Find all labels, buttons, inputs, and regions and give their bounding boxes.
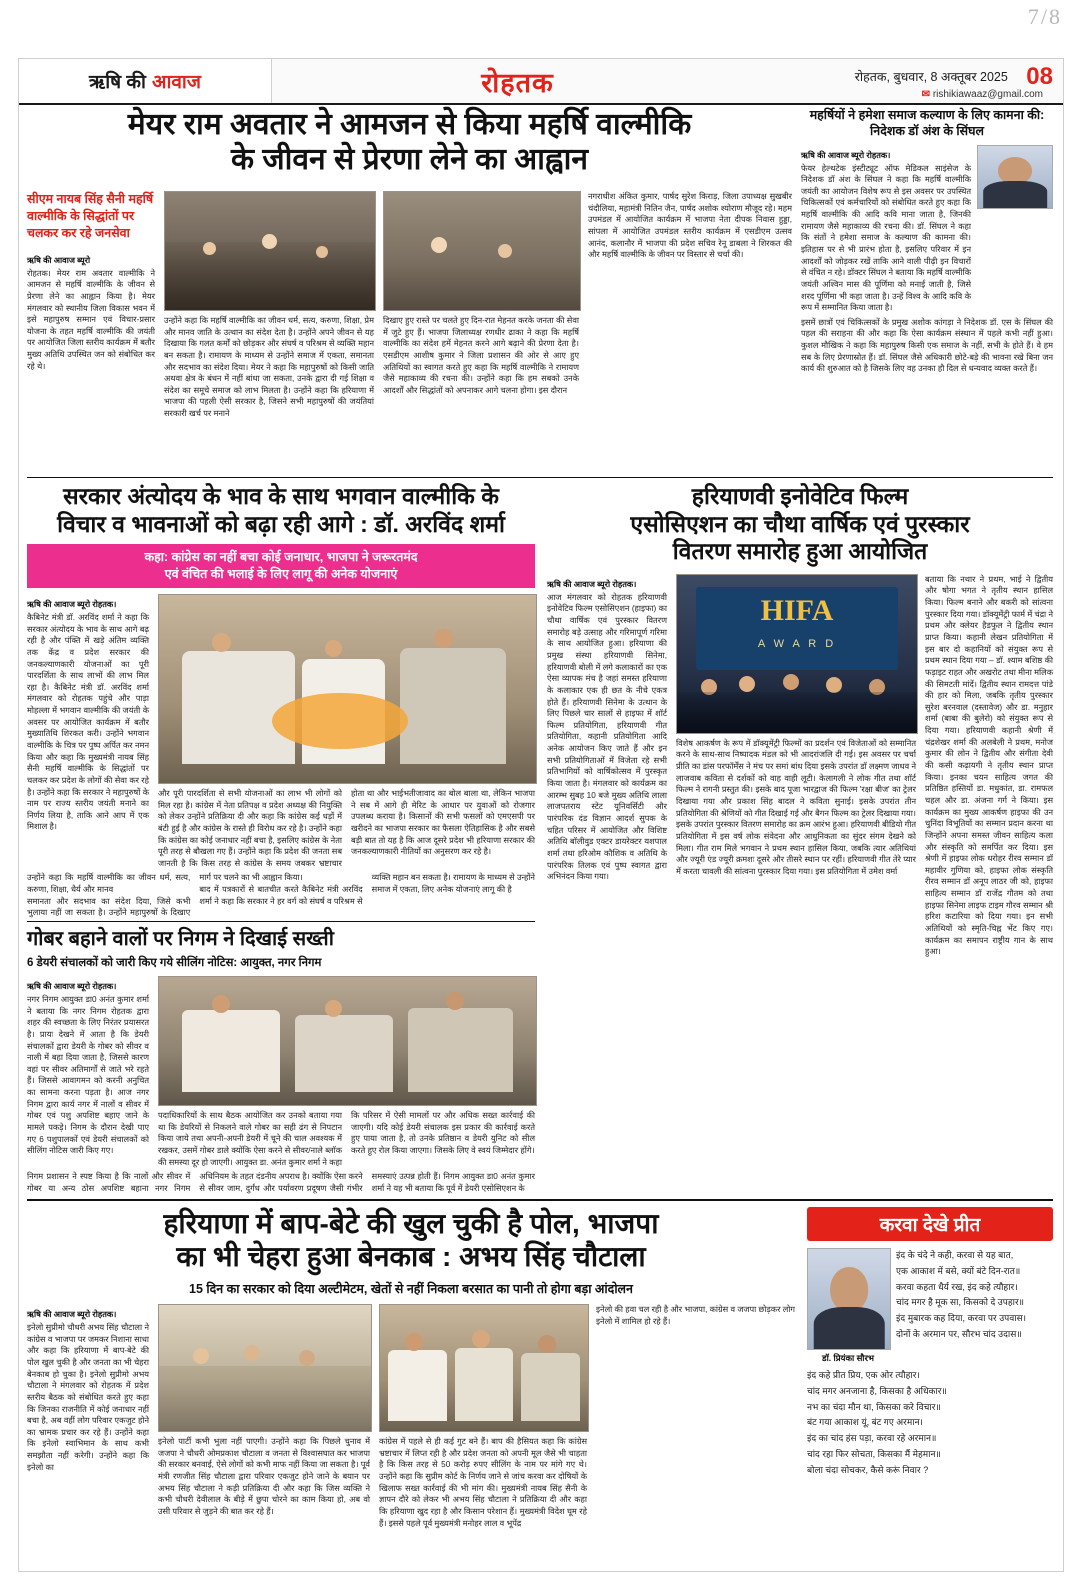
paper-name-part2: आवाज xyxy=(151,72,201,93)
arvind-pink-banner xyxy=(27,544,535,588)
lead-col4: नगराधीश अंकित कुमार, पार्षद सुरेश किराड़, जिला उपाध्यक्ष सुखबीर चंदौलिया, महामंत्री नितिन जैन, पार्षद अशोक श्योराण मौजूद रहे। महम उपमंडल में आयोजित कार्यक्रम में भाजपा नेता दीपक निवास हुड्डा, सांपला में आयोजित उपमंडल स्तरीय कार्यक्रम में एसडीएम उत्सव आनंद, कलानौर में भाजपा की प्रदेश सचिव रेनू डाबला ने शिरकत की और महर्षि वाल्मीकि के जीवन पर विस्तार से चर्चा की। xyxy=(588,192,792,260)
gobar-subhead: 6 डेयरी संचालकों को जारी किए गये सीलिंग नोटिस: आयुक्त, नगर निगम xyxy=(27,957,322,969)
gobar-col1: नगर निगम आयुक्त डा0 अनंत कुमार शर्मा ने बताया कि नगर निगम रोहतक द्वारा शहर की स्वच्छता के लिए निरंतर प्रयासरत है। प्रायः देखने में आता है कि डेयरी संचालकों द्वारा डेयरी के गोबर को सीवर व नाली में बहा दिया जाता है, जिससे कारण वहां पर सीवर अतिमार्गों से जाते भरे रहते हैं। जिससे आवागमन को करनी अनुचित का सामना करना पड़ता है। आज नगर निगम द्वारा कार्य नगर में नालों व सीवर में गोबर एवं पशु अपशिष्ट बहाए जाने के मामले पकड़े। निगम के दौरान देखी पाए गए 6 पशुपालकों एवं डेयरी संचालकों को सीलिंग नोटिस जारी किए गए। xyxy=(27,995,149,1156)
karva-poem-lines-cont xyxy=(807,1368,1053,1478)
poem-line: इंद कहे प्रीत प्रिय, एक ओर त्यौहार। xyxy=(807,1370,920,1380)
lead-byline: ऋषि की आवाज ब्यूरो xyxy=(27,255,91,265)
arvind-headline-1: सरकार अंत्योदय के भाव के साथ भगवान वाल्मीकि के xyxy=(63,483,499,509)
poem-line: चांद मगर है मूक सा, किसको दे उपहार॥ xyxy=(896,1297,1025,1308)
karva-title: करवा देखे प्रीत xyxy=(807,1207,1053,1241)
gobar-col3: निगम प्रशासन ने स्पष्ट किया है कि नालों और सीवर में गोबर या अन्य ठोस अपशिष्ट बहाना नगर निगम अधिनियम के तहत दंडनीय अपराध है। क्योंकि ऐसा करने से सीवर जाम, दुर्गंध और पर्यावरण प्रदूषण जैसी गंभीर समस्याएं उत्पन्न होती हैं। निगम आयुक्त डा0 अनंत कुमार शर्मा ने यह भी बताया कि पूर्व में डेयरी एसोसिएशन के xyxy=(27,1172,535,1193)
poem-line: बंट गया आकाश यूं, बंट गए अरमान। xyxy=(807,1417,923,1428)
paper-logo xyxy=(19,59,272,103)
karva-poem-box xyxy=(807,1207,1053,1478)
poem-line: एक आकाश में बसे, क्यों बंटे दिन-रात॥ xyxy=(896,1265,1021,1276)
lead-kicker: सीएम नायब सिंह सैनी महर्षि वाल्मीकि के सिद्धांतों पर चलकर कर रहे जनसेवा xyxy=(27,192,154,240)
lead-story-headline xyxy=(27,107,792,178)
karva-author-photo xyxy=(807,1248,891,1350)
hifa-photo: HIFA A W A R D xyxy=(676,574,918,734)
lead-col2: उन्होंने कहा कि महर्षि वाल्मीकि का जीवन धर्म, सत्य, करुणा, शिक्षा, प्रेम और मानव जाति के उत्थान का संदेश देता है। उन्होंने अपने जीवन से यह दिखाया कि गलत कर्मों को छोड़कर और संघर्ष व परिश्रम से व्यक्ति महान बन सकता है। रामायण के माध्यम से उन्होंने समाज में एकता, समानता और सदभाव का संदेश दिया। मेयर ने कहा कि महापुरुषों को किसी जाति अथवा क्षेत्र के बंधन में नहीं बांधा जा सकता, उनके द्वारा दी गई शिक्षा व संदेश का समूचे समाज को लाभ मिलता है। उन्होंने कहा कि हरियाणा में भाजपा की पहली ऐसी सरकार है, जिसने सभी महापुरुषों की जयंतियां सरकारी खर्च पर मनाने xyxy=(164,316,374,419)
arvind-story xyxy=(27,483,535,919)
dateline: रोहतक, बुधवार, 8 अक्तूबर 2025 xyxy=(854,69,1008,84)
lead-col3: दिखाए हुए रास्ते पर चलते हुए दिन-रात मेहनत करके जनता की सेवा में जुटे हुए हैं। भाजपा जिलाध्यक्ष रणधीर ढाका ने कहा कि महर्षि वाल्मीकि का संदेश हमें मेहनत करने आगे बढ़ाने की प्रेरणा देता है। एसडीएम आशीष कुमार ने जिला प्रशासन की ओर से आए हुए अतिथियों का स्वागत करते हुए कहा कि महर्षि वाल्मीकि ने रामायण जैसे महाकाव्य की रचना की। उन्होंने कहा कि हम सबको उनके आदर्शों और सिद्धांतों को अपनाकर आगे चलना होगा। इस दौरान xyxy=(383,316,579,395)
abhay-col1: इनेलो सुप्रीमो चौधरी अभय सिंह चौटाला ने कांग्रेस व भाजपा पर जमकर निशाना साधा और कहा कि हरियाणा में बाप-बेटे की पोल खुल चुकी है और जनता का भी चेहरा बेनकाब हो चुका है। इनेलो सुप्रीमो अभय चौटाला ने मंगलवार को रोहतक में प्रदेश स्तरीय बैठक को संबोधित करते हुए कहा कि जिनका राजनीति में कोई जनाधार नहीं बचा है, अब वहीं लोग परिवार एकजुट होने का भ्रामक प्रचार कर रहे हैं। उन्होंने कहा कि इनेलो स्वाभिमान के साथ कभी समझौता नहीं करेगी। उन्होंने कहा कि इनेलो का xyxy=(27,1323,149,1472)
karva-poem-lines xyxy=(896,1248,1053,1343)
hifa-headline-3: वितरण समारोह हुआ आयोजित xyxy=(672,538,928,565)
poem-line: बोला चंदा सोचकर, कैसे करूं निवार ? xyxy=(807,1464,929,1475)
lead-headline-line2: के जीवन से प्रेरणा लेने का आह्वान xyxy=(230,143,589,177)
poem-line: इंद का चांद हंस पड़ा, करवा रहे अरमान॥ xyxy=(807,1433,937,1443)
arvind-photo xyxy=(158,594,537,784)
abhay-col4: इनेलो की हवा चल रही है और भाजपा, कांग्रेस व जजपा छोड़कर लोग इनेलो में शामिल हो रहे हैं। xyxy=(596,1305,795,1326)
email-text: rishikiawaaz@gmail.com xyxy=(932,88,1043,100)
abhay-subhead: 15 दिन का सरकार को दिया अल्टीमेटम, खेतों से नहीं निकला बरसात का पानी तो होगा बड़ा आंदोलन xyxy=(189,1282,633,1297)
arvind-col1b: उन्होंने कहा कि महर्षि वाल्मीकि का जीवन धर्म, सत्य, करुणा, शिक्षा, धैर्य और मानव xyxy=(27,873,191,895)
poem-line: चांद मगर अनजाना है, किसका है अधिकार॥ xyxy=(807,1385,947,1396)
lead-photo xyxy=(164,191,376,311)
arvind-col1: कैबिनेट मंत्री डॉ. अरविंद शर्मा ने कहा कि सरकार अंत्योदय के भाव के साथ आगे बढ़ रही है और पंक्ति में खड़े अंतिम व्यक्ति तक केंद्र व प्रदेश सरकार की जनकल्याणकारी योजनाओं का पूरी पारदर्शिता के साथ लाभों की लाभ मिल रहा है। कैबिनेट मंत्री डॉ. अरविंद शर्मा मंगलवार को रोहतक पहुंचे और पाड़ा मोहल्ला में भगवान वाल्मीकि की जयंती के अवसर पर आयोजित कार्यक्रम में बतौर मुख्यातिथि शिरकत करी। उन्होंने भगवान वाल्मीकि के चित्र पर पुष्प अर्पित कर नमन किया और कहा कि मुख्यमंत्री नायब सिंह सैनी महर्षि वाल्मीकि के सिद्धांतों पर चलकर कर प्रदेश के लोगों की सेवा कर रहे है। उन्होंने कहा कि सरकार ने महापुरुषों के नाम पर राज्य स्तरीय जयंती मनाने का निर्णय लिया है, ताकि आने आप में एक मिशाल है। xyxy=(27,612,149,832)
page-number: 08 xyxy=(1026,62,1053,90)
arvind-col3: बाद में पत्रकारों से बातचीत करते कैबिनेट मंत्री अरविंद शर्मा ने कहा कि सरकार ने हर वर्ग को संघर्ष व परिश्रम से व्यक्ति महान बन सकता है। रामायण के माध्यम से उन्होंने समाज में एकता, लिए अनेक योजनाएं लागू की है xyxy=(199,873,535,906)
abhay-photo-2 xyxy=(379,1304,589,1432)
gobar-photo xyxy=(158,976,537,1106)
arvind-pink-line2: एवं वंचित की भलाई के लिए लागू की अनेक योजनाएं xyxy=(164,567,398,582)
hifa-col1: आज मंगलवार को रोहतक हरियाणवी इनोवेटिव फिल्म एसोसिएशन (हाइफा) का चौथा वार्षिक एवं पुरस्कार वितरण समारोह बड़े उत्साह और गरिमापूर्ण गरिमा के साथ आयोजित हुआ। हरियाणा की प्रमुख संस्था हरियाणवी सिनेमा, हरियाणवी बोली में लगे कलाकारों का एक ऐसा व्यापक मंच है जहां समस्त हरियाणा के कलाकार एक ही छत के नीचे एकत्र होते हैं। हरियाणवी सिनेमा के उत्थान के लिए पिछले चार सालों से हाइफा में शॉर्ट फिल्म प्रतियोगिता, हरियाणवी गीत प्रतियोगिता, कहानी प्रतियोगिता आदि अनेक आयोजन किए जाते हैं और इन सभी प्रतियोगिताओं में विजेता रहे सभी प्रतिभागियों को वार्षिकोत्सव में पुरस्कृत किया जाता है। मंगलवार को कार्यक्रम का आरम्भ सुबह 10 बजे मुख्य अतिथि लाला लाजपतराय स्टेट यूनिवर्सिटी और पारंपरिक दंड विज्ञान आदर्श सुपक के चहित परिसर में आयोजित और विशिष्ट अतिथि बॉलीवुड एक्टर डायरेक्टर यशपाल शर्मा तथा हरिओम कौशिक व अतिथि के पारंपरिक तिलक एवं पुष्प स्वागत द्वारा अभिनंदन किया गया। xyxy=(547,592,667,882)
arvind-pink-line1: कहा: कांग्रेस का नहीं बचा कोई जनाधार, भाजपा ने जरूरतमंद xyxy=(144,550,418,565)
arvind-col2b: समानता और सदभाव का संदेश दिया, जिसे कभी भुलाया नहीं जा सकता है। उन्होंने महापुरुषों के दिखाए मार्ग पर चलने का भी आह्वान किया। xyxy=(27,873,303,918)
poem-line: चांद रहा फिर सोचता, किसका मैं मेहमान॥ xyxy=(807,1448,941,1459)
poem-line: करवा कहता धैर्य रख, इंद कहे त्यौहार। xyxy=(896,1281,1018,1292)
city-label: रोहतक xyxy=(481,67,554,98)
topright-col2: इसमें छात्रों एवं चिकित्सकों के प्रमुख अशोक कांगड़ा ने निदेशक डॉ. एस के सिंघल की पहल की सराहना की और कहा कि ऐसा कार्यक्रम संस्थान में पहले कभी नहीं हुआ। कुशल मौखिक ने कहा कि महापुरुष किसी एक समाज के नहीं, सभी के होते हैं। वे हम सब के लिए प्रेरणास्रोत हैं। डॉ. सिंघल जैसे अधिकारी छोटे-बड़े की भावना रखे बिना जन कार्य की शुरुआत को है जिसके लिए वह उनका हौ दिल से धन्यवाद व्यक्त करते हैं। xyxy=(801,317,1053,374)
arvind-headline-2: विचार व भावनाओं को बढ़ा रही आगे : डॉ. अरविंद शर्मा xyxy=(57,510,505,537)
hifa-headline-1: हरियाणवी इनोवेटिव फिल्म xyxy=(691,483,909,509)
abhay-byline: ऋषि की आवाज ब्यूरो रोहतक। xyxy=(27,1310,117,1320)
divider-1 xyxy=(27,477,1053,478)
abhay-story xyxy=(27,1207,795,1529)
topright-portrait-photo xyxy=(977,145,1053,209)
paper-name-part1: ऋषि की xyxy=(89,72,146,93)
lead-photo-2 xyxy=(383,191,581,311)
mail-icon: ✉ xyxy=(921,88,931,100)
poem-line: इंद मुबारक कह दिया, करवा पर उपवास। xyxy=(896,1313,1027,1323)
lead-story-body xyxy=(27,191,792,420)
gobar-byline: ऋषि की आवाज ब्यूरो रोहतक। xyxy=(27,982,117,991)
abhay-headline-1: हरियाणा में बाप-बेटे की खुल चुकी है पोल, भाजपा xyxy=(163,1208,659,1239)
poem-line: इंद के चंदे ने कही, करवा से यह बात, xyxy=(896,1250,1014,1260)
masthead xyxy=(19,59,1063,105)
masthead-right xyxy=(763,63,1063,100)
lead-col1: रोहतक। मेयर राम अवतार वाल्मीकि ने आमजन से महर्षि वाल्मीकि के जीवन से प्रेरणा लेने का आह्वान किया है। मेयर मंगलवार को स्थानीय जिला विकास भवन में इसे महापुरुष सम्मान एवं विचार-प्रसार योजना के तहत महर्षि वाल्मीकि की जयंती पर आयोजित जिला स्तरीय कार्यक्रम में बतौर मुख्य अतिथि उपस्थित जन को संबोधित कर रहे थे। xyxy=(27,268,155,371)
poem-line: नभ का चंदा मौन था, किसका करे विचार॥ xyxy=(807,1401,941,1412)
divider-3 xyxy=(27,1199,1053,1201)
edition-city xyxy=(272,63,763,100)
abhay-headline-2: का भी चेहरा हुआ बेनकाब : अभय सिंह चौटाला xyxy=(176,1241,646,1273)
hifa-col2: विशेष आकर्षण के रूप में डॉक्यूमेंट्री फिल्मों का प्रदर्शन एवं विजेताओं को सम्मानित करने के साथ-साथ निष्पादक मंडल को भी आदरांजलि दी गई। इस अवसर पर चर्चा प्रीति का डांस परफॉर्मेंस ने मंच पर समां बांध दिया इसके उपरांत डॉ लक्ष्मण जाधव ने लाजवाब कविता से दर्शकों को वाह वाही लूटी। केलागली ने लोक गीत तथा शॉर्ट फिल्म ने रागनी प्रस्तुत की। इसके बाद पूजा भारद्वाज की फिल्म 'रक्षा बीज' का ट्रेलर दिखाया गया और प्रकाश सिंह बादल ने कविता सुनाई। इसके उपरांत तीन प्रतियोगिता की श्रेणियों को गीत दिखाई गई और बैगन फिल्म का ट्रेलर दिखाया गया। इसके उपरांत पुरस्कार वितरण समारोह का क्रम आरंभ हुआ। हरियाणवी बीडियो गीत प्रतियोगिता में इस वर्ष लोक संवेदना और आधुनिकता का सुंदर संगम देखने को मिला। गीत राम मिले भगवान ने प्रथम स्थान हासिल किया, जबकि त्यार अतिथियां और ज्यूरी एंड ज्यूरी क्रमशः दूसरे और तीसरे स्थान पर रहीं। हरियाणवी गीत तेरे प्यार में करता चावली की सांत्वना पुरस्कार दिया गया। इस प्रतियोगिता में उमेश वर्मा xyxy=(676,738,916,876)
lead-headline-line1: मेयर राम अवतार ने आमजन से किया महर्षि वाल्मीकि xyxy=(127,108,692,141)
abhay-photo-1 xyxy=(158,1304,372,1432)
topright-story xyxy=(801,107,1053,375)
hifa-byline: ऋषि की आवाज ब्यूरो रोहतक। xyxy=(547,579,637,589)
gobar-story xyxy=(27,927,535,1194)
topright-col1: फेयर हेल्थटेक इंस्टीट्यूट ऑफ मेडिकल साइंसेज के निदेशक डॉ अंश के सिंघल ने कहा कि महर्षि वाल्मीकि जयंती का आयोजन विशेष रूप से इस अवसर पर उपस्थित चिकित्सकों एवं कर्मचारियों को संबोधित करते हुए कहा कि महर्षि वाल्मीकि की आदि कवि माना जाता है, जिनकी रामायण जैसे महाकाव्य की रचना की। डॉ. सिंघल ने कहा कि संतों ने हमेशा समाज के कल्याण की कामना की। इतिहास पर से भी प्रारंभ होता है, इसलिए परिवार में इन आदर्शों को जोड़कर रखें ताकि आने वाली पीढ़ी इन विचारों से वंचित न रहे। डॉक्टर सिंघल ने बताया कि महर्षि वाल्मीकि जयंती अश्विन मास की पूर्णिमा को मनाई जाती है, जिसे शरद पूर्णिमा भी कहा जाता है। उन्हें विश्व के आदि कवि के रूप में सम्मानित किया जाता है। xyxy=(801,163,971,313)
hifa-story xyxy=(547,483,1053,958)
gobar-col2: पदाधिकारियों के साथ बैठक आयोजित कर उनको बताया गया था कि डेयरियों से निकलने वाले गोबर का सही ढंग से निपटान किया जाये तथा अपनी-अपनी डेयरी में चूने की चाल अवश्यक में रखकर, उसमें गोबर डाले क्योंकि ऐसा करने से सीवर/नाले ब्लॉक की समस्या दूर हो जाएगी। आयुक्त डा. अनंत कुमार शर्मा ने कहा कि परिसर में ऐसी मामलों पर और अधिक सख्त कार्रवाई की जाएगी। यदि कोई डेयरी संचालक इस प्रकार की कार्रवाई करते हुए पाया जाता है, तो उनके प्रतिष्ठान व डेयरी युनिट को सील करते हुए रोल किया जाएगा। जिसके लिए वे स्वयं जिम्मेदार होंगे। xyxy=(158,1111,535,1167)
hifa-headline-2: एसोसिएशन का चौथा वार्षिक एवं पुरस्कार xyxy=(630,510,970,537)
arvind-byline: ऋषि की आवाज ब्यूरो रोहतक। xyxy=(27,599,117,609)
poem-line: दोनों के अरमान पर, सौरभ चांद उदास॥ xyxy=(896,1328,1022,1339)
topright-headline: महर्षियों ने हमेशा समाज कल्याण के लिए कामना की: निदेशक डॉ अंश के सिंघल xyxy=(809,108,1045,139)
arvind-col2: और पूरी पारदर्शिता से सभी योजनाओं का लाभ भी लोगों को मिल रहा है। कांग्रेस में नेता प्रतिपक्ष व प्रदेश अध्यक्ष की नियुक्ति को लेकर उन्होंने प्रतिक्रिया दी और कहा कि कांग्रेस कई धड़ों में बंटी हुई है और कांग्रेस के रास्ते ही विरोध कर रहे है। उन्होंने कहा कि कांग्रेस का कोई जनाधार नहीं बचा है, इसलिए कांग्रेस के नेता पूरी तरह से बौखला गए हैं। उन्होंने कहा कि प्रदेश की जनता सब जानती है कि किस तरह से कांग्रेस के समय जबकर भ्रष्टाचार होता था और भाईभतीजावाद का बोल बाला था, लेकिन भाजपा ने सब में आगे ही मेरिट के आधार पर युवाओं को रोजगार उपलब्ध कराया है। किसानों की सभी फसलों को एमएसपी पर खरीदने का भाजपा सरकार का फैसला ऐतिहासिक है और सबसे बड़ी बात तो यह है कि आज दूसरे प्रदेश भी हरियाणा सरकार की जनकल्याणकारी नीतियों का अनुसरण कर रहे है। xyxy=(158,788,535,868)
abhay-col3: कांग्रेस में पहले से ही कई गुट बने हैं। बाप की हैसियत कहा कि कांग्रेस भ्रष्टाचार में लिप्त रही है और प्रदेश जनता को अपनी मूल जैसे भी चाहता है कि किस तरह से 50 करोड़ रुपए सीलिंग के नाम पर मांगे गए थे। उन्होंने कहा कि सुप्रीम कोर्ट के निर्णय जाने से जांच करवा कर दोषियों के खिलाफ सख्त कार्रवाई की भी मांग की। मुख्यमंत्री नायब सिंह सैनी के ज्ञापन दौरे को लेकर भी अभय सिंह चौटाला ने प्रतिक्रिया दी और कहा कि हरियाणा खुद रहा है और किसान परेशान हैं। मुख्यमंत्री विदेश घूम रहे हैं। इससे पहले पूर्व मुख्यमंत्री मनोहर लाल व भूपेंद्र xyxy=(379,1437,587,1528)
newspaper-sheet xyxy=(18,58,1064,1572)
gobar-headline: गोबर बहाने वालों पर निगम ने दिखाई सख्ती xyxy=(27,928,334,950)
hifa-col3: बताया कि नथार ने प्रथम, भाई ने द्वितीय और षोगा भगत ने तृतीय स्थान हासिल किया। फिल्म बनाने और बकरी को सांत्वना पुरस्कार दिया गया। डॉक्यूमेंट्री फार्म में चंद्रा ने प्रथम और क्लेयर हैडफुल ने द्वितीय स्थान प्राप्त किया। कहानी लेखन प्रतियोगिता में इस बार दो कहानियों को संयुक्त रूप से प्रथम स्थान दिया गया – डॉ. श्याम बशिष्ठ की फड़ाइट राहत और अखरोट तथा मीना मलिक की सिमटती मांदें। द्वितीय स्थान रामदत्त पांडे की हार को मिला, जबकि तृतीय पुरस्कार सुरेश बरनवाल (दस्तावेज) और डा. मनुहार शर्मा (बाबा की बुलेरो) को संयुक्त रूप से दिया गया। हरियाणवी कहानी श्रेणी में चंद्रशेखर शर्मा की अलबेली ने प्रथम, मनोज कुमार की लोन ने द्वितीय और संगीता देवी की कसी कढ़ायगी ने तृतीय स्थान प्राप्त किया। इनका चयन साहित्य जगत की प्रतिष्ठित हस्तियों डा. मधुकांत, डा. रामफल चहल और डा. अंजना गर्ग ने किया। इस कार्यक्रम का मुख्य आकर्षण हाइफा की उन चुनिंदा विभूतियों का सम्मान प्रदान करना था जिन्होंने अपना समस्त जीवन साहित्य कला और संस्कृति को समर्पित कर दिया। इस श्रेणी में हाइफा लोक धरोहर रीरव सम्मान डॉ महावीर गुणिया को, हाइफा लोक संस्कृति रीरव सम्मान डॉ अनूप लाठर जी को, हाइफा साहित्य सम्मान डॉ राजेंद्र गौतम को तथा हाइफा सिनेमा लाइफ टाइम गौरव सम्मान श्री हरिश कटारिया को दिया गया। इन सभी अतिथियों को स्मृति-चिह्न भेंट किए गए। कार्यक्रम का समापन राष्ट्रीय गान के साथ हुआ। xyxy=(925,574,1053,957)
divider-2 xyxy=(27,921,535,922)
email-line xyxy=(763,89,1053,100)
karva-author-name: डॉ. प्रियंका सौरभ xyxy=(822,1353,874,1363)
topright-byline: ऋषि की आवाज ब्यूरो रोहतक। xyxy=(801,150,891,160)
corner-page-number: 7/8 xyxy=(1027,4,1062,29)
abhay-col2: इनेलो पार्टी कभी भुला नहीं पाएगी। उन्होंने कहा कि पिछले चुनाव में जजपा ने चौधरी ओमप्रकाश चौटाला व जनता से विश्वासघात कर भाजपा की सरकार बनवाई, ऐसे लोगों को कभी माफ नहीं किया जा सकता है। पूर्व मंत्री रणजीत सिंह चौटाला द्वारा परिवार एकजुट होने जाने के बयान पर अभय सिंह चौटाला ने कड़ी प्रतिक्रिया दी और कहा कि जिस व्यक्ति ने कभी चौधरी देवीलाल के बीड़े में छुपा चोरने का काम किया हो, अब वो उसी परिवार से जुड़ने की बात कर रहे हैं। xyxy=(158,1437,370,1516)
